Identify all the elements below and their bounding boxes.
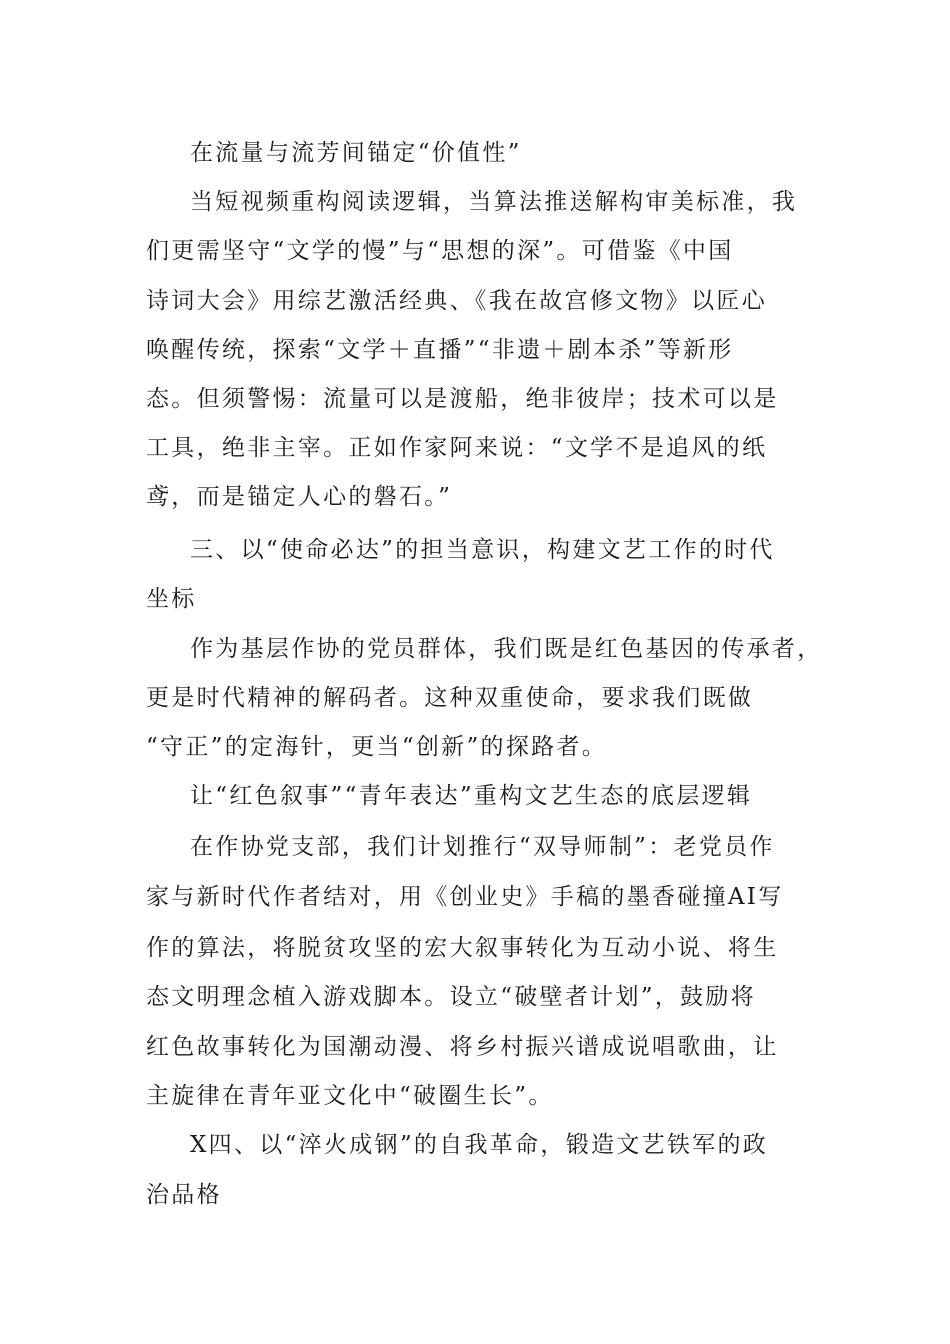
- paragraph-line: 唤醒传统，探索“文学＋直播”“非遗＋剧本杀”等新形: [146, 337, 734, 363]
- section-heading-value: 在流量与流芳间锚定“价值性”: [190, 140, 522, 166]
- paragraph-line: 作为基层作协的党员群体，我们既是红色基因的传承者，: [190, 636, 823, 662]
- paragraph-line: 态文明理念植入游戏脚本。设立“破壁者计划”，鼓励将: [146, 984, 757, 1010]
- paragraph-line: 诗词大会》用综艺激活经典、《我在故宫修文物》以匠心: [146, 288, 767, 314]
- section-heading-three: 三、以“使命必达”的担当意识，构建文艺工作的时代: [190, 537, 775, 563]
- paragraph-line: 鸢，而是锚定人心的磐石。”: [146, 484, 453, 510]
- paragraph-line: 态。但须警惕：流量可以是渡船，绝非彼岸；技术可以是: [146, 386, 779, 412]
- paragraph-line: 主旋律在青年亚文化中“破圈生长”。: [146, 1083, 554, 1109]
- paragraph-line: 作的算法，将脱贫攻坚的宏大叙事转化为互动小说、将生: [146, 935, 779, 961]
- paragraph-line: 当短视频重构阅读逻辑，当算法推送解构审美标准，我: [190, 189, 798, 215]
- paragraph-line: 红色故事转化为国潮动漫、将乡村振兴谱成说唱歌曲，让: [146, 1034, 779, 1060]
- subsection-heading: 让“红色叙事”“青年表达”重构文艺生态的底层逻辑: [190, 783, 753, 809]
- paragraph-line: 们更需坚守“文学的慢”与“思想的深”。可借鉴《中国: [146, 238, 734, 264]
- paragraph-line: 更是时代精神的解码者。这种双重使命，要求我们既做: [146, 685, 754, 711]
- section-heading-four-cont: 治品格: [146, 1182, 222, 1208]
- section-heading-four: X四、以“淬火成钢”的自我革命，锻造文艺铁军的政: [190, 1132, 769, 1158]
- paragraph-line: “守正”的定海针，更当“创新”的探路者。: [146, 734, 608, 760]
- section-heading-three-cont: 坐标: [146, 586, 197, 612]
- paragraph-line: 工具，绝非主宰。正如作家阿来说：“文学不是追风的纸: [146, 435, 768, 461]
- paragraph-line: 家与新时代作者结对，用《创业史》手稿的墨香碰撞AI写: [146, 884, 784, 910]
- paragraph-line: 在作协党支部，我们计划推行“双导师制”：老党员作: [190, 834, 775, 860]
